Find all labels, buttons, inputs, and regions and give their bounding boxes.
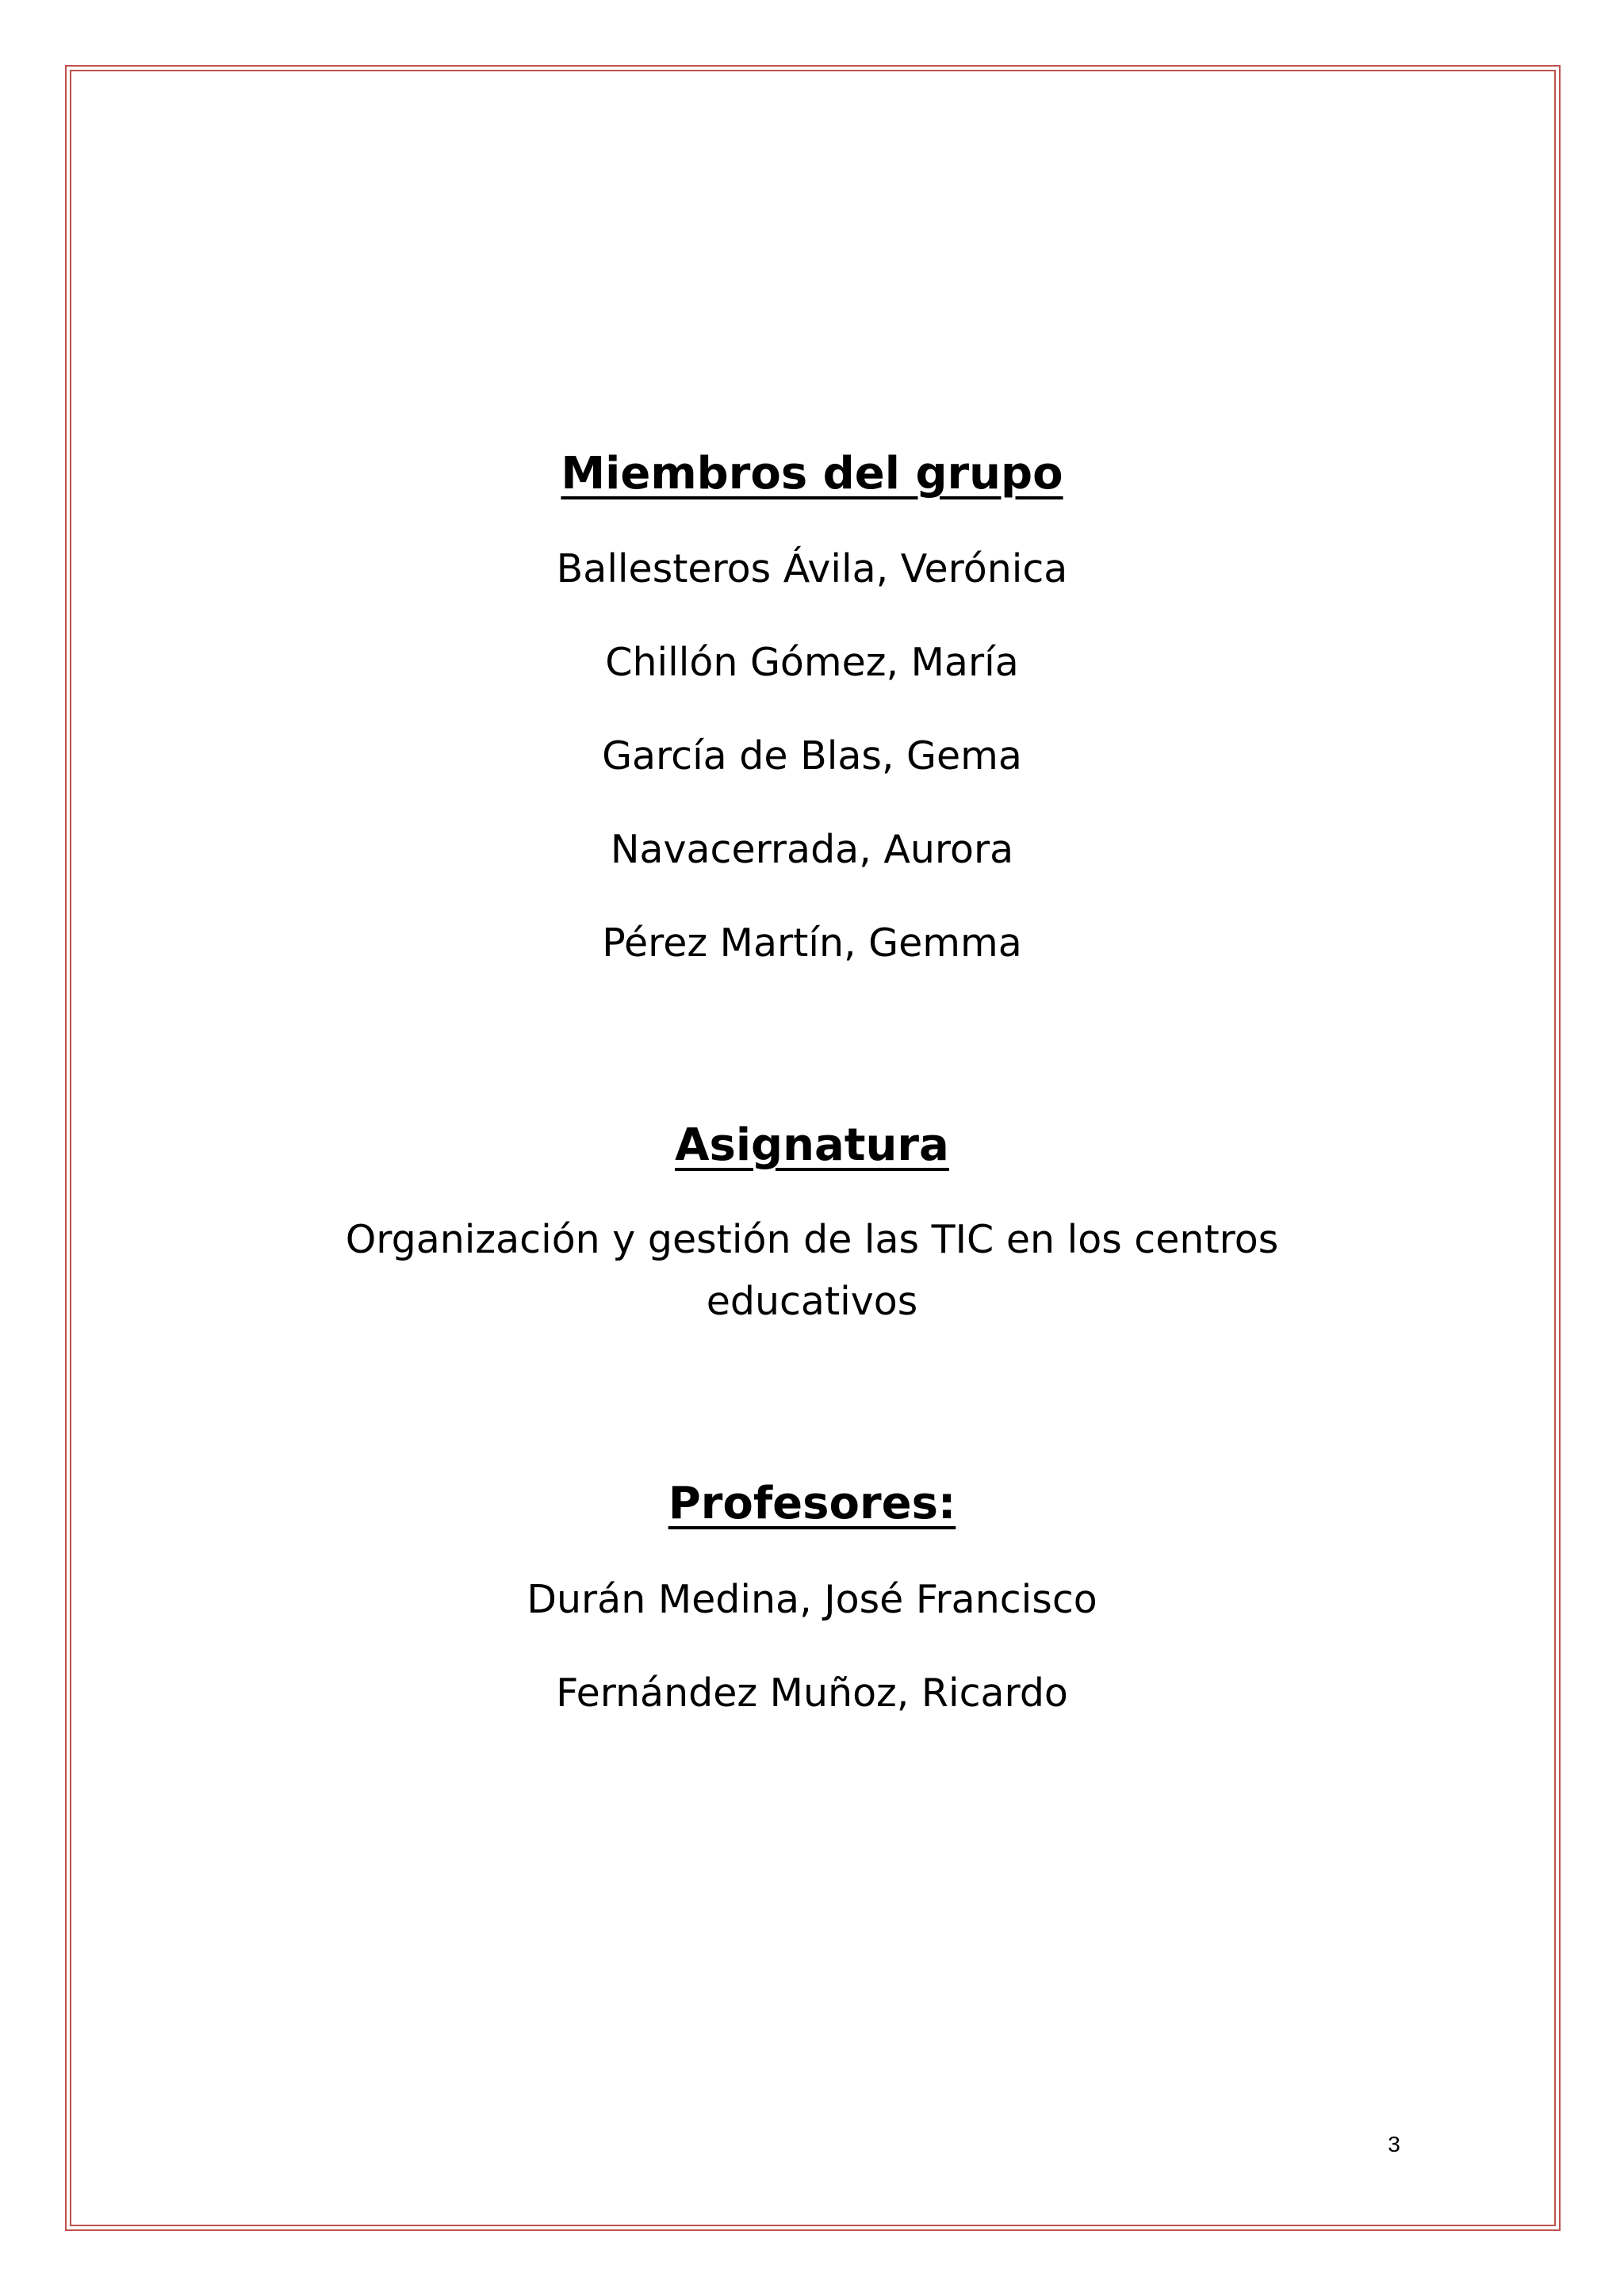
professor-name: Durán Medina, José Francisco [527,1577,1097,1622]
member-name: Chillón Gómez, María [605,640,1019,685]
members-heading: Miembros del grupo [561,448,1063,499]
page-number: 3 [1388,2132,1400,2156]
professor-name: Fernández Muñoz, Ricardo [556,1670,1068,1716]
member-name: Navacerrada, Aurora [610,827,1014,872]
member-name: Ballesteros Ávila, Verónica [556,546,1068,591]
professors-heading: Profesores: [668,1478,956,1529]
member-name: Pérez Martín, Gemma [602,920,1022,966]
subject-heading: Asignatura [675,1119,949,1171]
member-name: García de Blas, Gema [602,733,1022,779]
subject-line: educativos [706,1279,918,1324]
subject-line: Organización y gestión de las TIC en los centros [345,1217,1279,1262]
